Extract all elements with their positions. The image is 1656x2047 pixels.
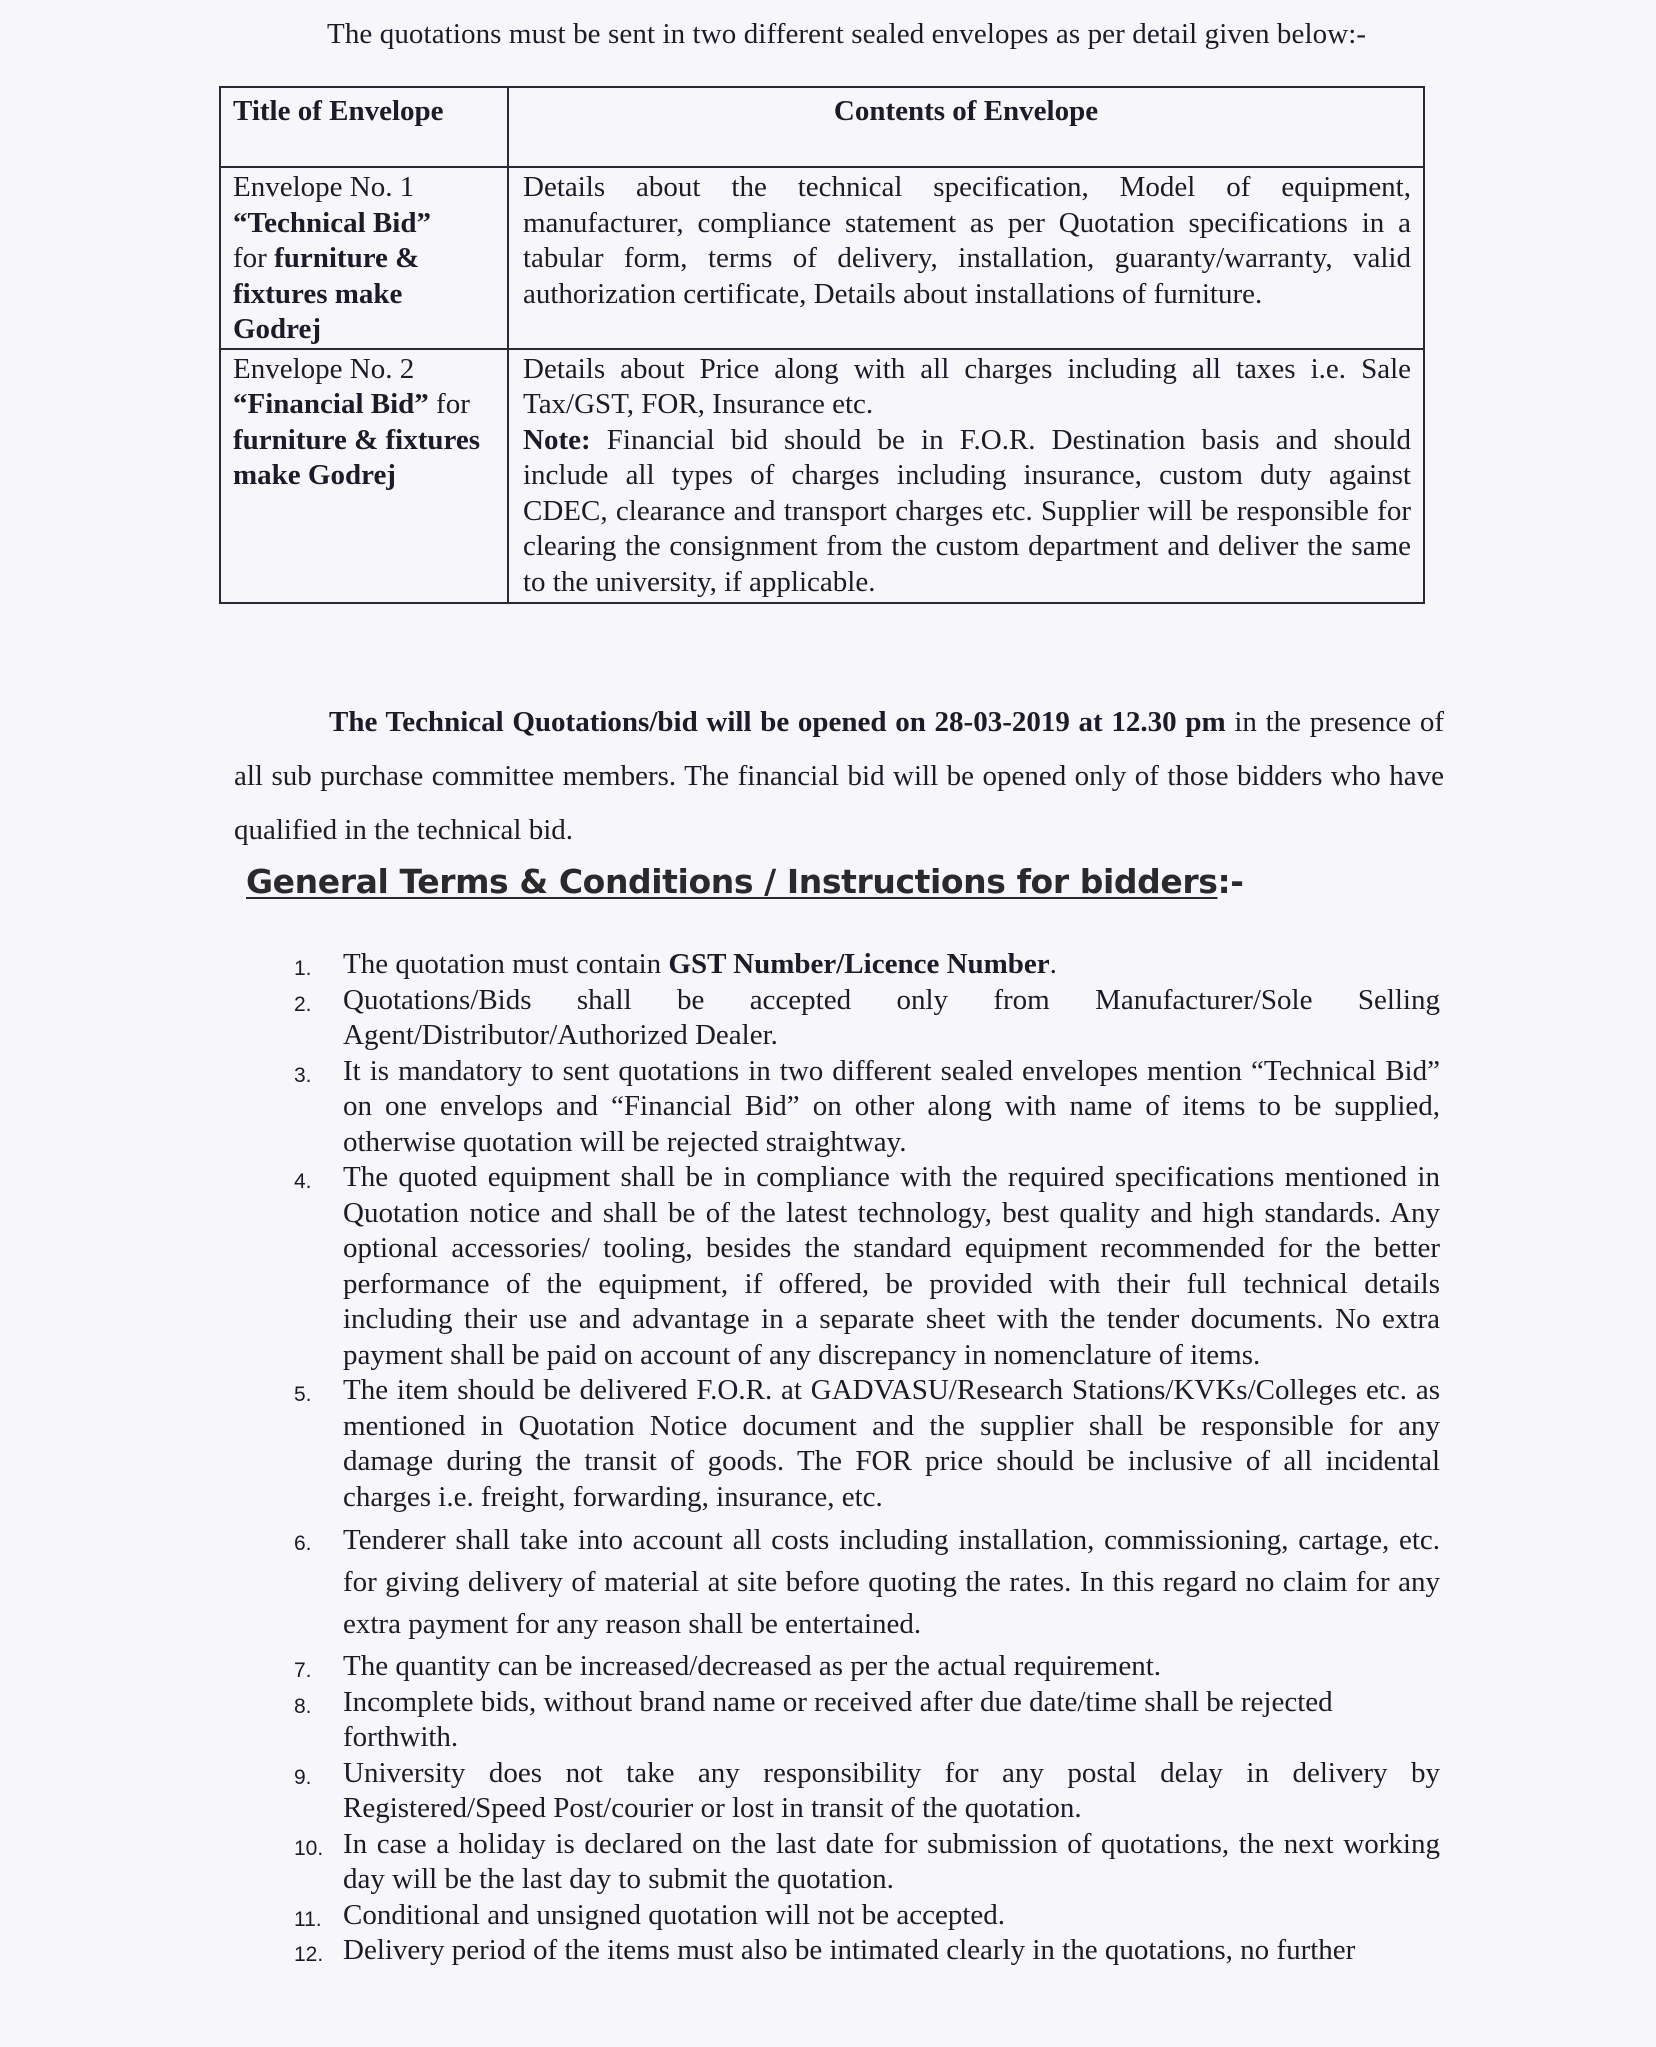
envelope-1-contents: Details about the technical specification, Model of equipment, manufacturer, compliance statement as per Quotation specifications in a tabular form, terms of delivery, installation, guaranty/warranty, valid authorization certificate, Details about installations of furniture. [508, 167, 1424, 349]
list-item-number: 6. [294, 1532, 312, 1555]
list-item-number: 10. [294, 1836, 324, 1860]
envelope-2-number: Envelope No. 2 [233, 352, 415, 385]
envelope-1-bid: “Technical Bid” [233, 206, 431, 239]
list-item-number: 8. [294, 1694, 312, 1718]
list-item-text [343, 947, 1440, 983]
envelope-1-item: furniture & fixtures make Godrej [233, 242, 420, 345]
section-heading [246, 862, 1244, 901]
list-item-text: Conditional and unsigned quotation will not be accepted. [343, 1898, 1006, 1931]
term-1-end: . [1049, 948, 1057, 980]
header-contents-of-envelope: Contents of Envelope [508, 87, 1424, 167]
envelope-2-contents [508, 349, 1424, 603]
list-item [0, 1054, 1440, 1161]
list-item-text: University does not take any responsibility for any postal delay in delivery by Registered/Speed Post/courier or lost in transit of the quotation. [343, 1756, 1440, 1824]
envelope-1-title [220, 167, 508, 349]
opening-rest: in the presence of all sub purchase committee members. The financial bid will be opened only of those bidders who have qualified in the technical bid. [234, 706, 1444, 846]
list-item [0, 1898, 1440, 1934]
list-item-text: It is mandatory to sent quotations in two different sealed envelopes mention “Technical Bid” on one envelops and “Financial Bid” on other along with name of items to be supplied, otherwise quotation will be rejected straightway. [343, 1054, 1440, 1158]
list-item-text: The quoted equipment shall be in compliance with the required specifications mentioned in Quotation notice and shall be of the latest technology, best quality and high standards. Any optional accessories/ tooling, besides the standard equipment recommended for the better performance of the equipment, if offered, be provided with their full technical details including their use and advantage in a separate sheet with the tender documents. No extra payment shall be paid on account of any discrepancy in nomenclature of items. [343, 1161, 1440, 1371]
terms-list [0, 947, 1440, 1969]
envelope-1-for: for [233, 242, 267, 274]
header-title-of-envelope: Title of Envelope [220, 87, 508, 167]
table-row [220, 349, 1424, 603]
list-item-number: 12. [294, 1943, 324, 1966]
envelope-2-note: Financial bid should be in F.O.R. Destination basis and should include all types of charges including insurance, custom duty against CDEC, clearance and transport charges etc. Supplier will be responsible for clearing the consignment from the custom department and deliver the same to the university, if applicable. [523, 423, 1412, 598]
list-item [0, 1756, 1440, 1827]
list-item-number: 7. [294, 1659, 312, 1682]
list-item [0, 1827, 1440, 1898]
term-1-text: The quotation must contain [343, 948, 669, 980]
list-item [0, 1519, 1440, 1645]
table-row [220, 167, 1424, 349]
list-item [0, 983, 1440, 1054]
list-item-number: 1. [294, 957, 312, 980]
opening-date-statement: The Technical Quotations/bid will be opened on 28-03-2019 at 12.30 pm [329, 706, 1226, 738]
envelope-2-title [220, 349, 508, 603]
list-item-text: Delivery period of the items must also be intimated clearly in the quotations, no further [343, 1934, 1356, 1966]
envelope-1-number: Envelope No. 1 [233, 171, 415, 203]
table-header-row [220, 87, 1424, 167]
list-item-text: Incomplete bids, without brand name or received after due date/time shall be rejected forthwith. [343, 1685, 1333, 1753]
opening-paragraph [234, 695, 1444, 857]
list-item-text: Quotations/Bids shall be accepted only from Manufacturer/Sole Selling Agent/Distributor/Authorized Dealer. [343, 983, 1440, 1051]
envelope-2-for: for [436, 388, 470, 420]
list-item [0, 1685, 1440, 1756]
list-item-number: 4. [294, 1170, 312, 1193]
section-heading-suffix: :- [1217, 862, 1244, 901]
list-item [0, 1373, 1440, 1515]
list-item [0, 1160, 1440, 1373]
envelope-2-item: furniture & fixtures make Godrej [233, 423, 481, 491]
envelope-2-bid: “Financial Bid” [233, 388, 429, 420]
list-item-text: In case a holiday is declared on the last date for submission of quotations, the next working day will be the last day to submit the quotation. [343, 1827, 1440, 1895]
envelope-table [219, 86, 1425, 604]
list-item-number: 5. [294, 1383, 312, 1406]
list-item [0, 947, 1440, 983]
envelope-2-price-details: Details about Price along with all charges including all taxes i.e. Sale Tax/GST, FOR, Insurance etc. [523, 352, 1411, 420]
list-item-number: 11. [294, 1907, 322, 1931]
envelope-2-note-label: Note: [523, 423, 591, 456]
list-item-text: The quantity can be increased/decreased as per the actual requirement. [343, 1650, 1162, 1682]
section-heading-text: General Terms & Conditions / Instructions for bidders [246, 862, 1218, 901]
list-item [0, 1649, 1440, 1685]
list-item-number: 9. [294, 1765, 312, 1789]
term-1-bold: GST Number/Licence Number [668, 948, 1050, 980]
list-item-text: The item should be delivered F.O.R. at GADVASU/Research Stations/KVKs/Colleges etc. as mentioned in Quotation Notice document and the supplier shall be responsible for any damage during the transit of goods. The FOR price should be inclusive of all incidental charges i.e. freight, forwarding, insurance, etc. [343, 1374, 1440, 1513]
list-item-number: 3. [294, 1063, 312, 1087]
list-item-number: 2. [294, 992, 312, 1016]
list-item-text: Tenderer shall take into account all costs including installation, commissioning, cartage, etc. for giving delivery of material at site before quoting the rates. In this regard no claim for any extra payment for any reason shall be entertained. [343, 1524, 1440, 1640]
list-item [0, 1933, 1440, 1969]
intro-text: The quotations must be sent in two different sealed envelopes as per detail given below:- [327, 18, 1367, 50]
